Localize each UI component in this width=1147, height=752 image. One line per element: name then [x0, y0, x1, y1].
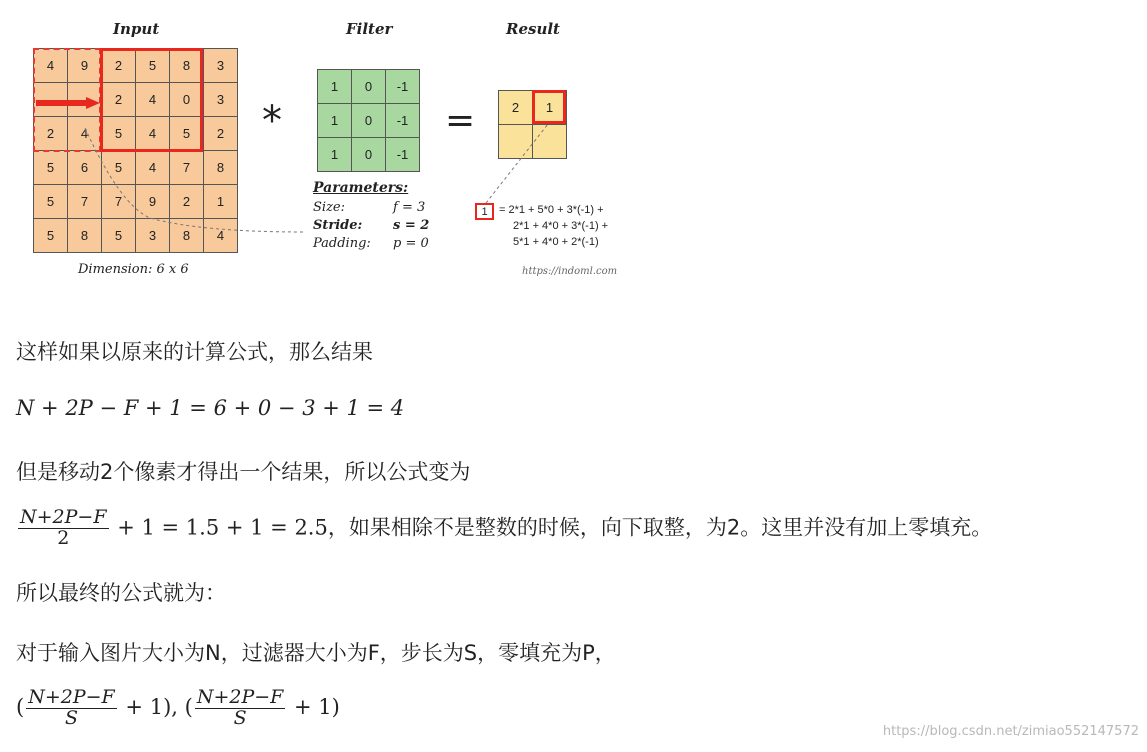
formula-plus-one-1: + 1 — [125, 694, 164, 719]
equation-1 — [16, 396, 404, 420]
input-matrix-cell: 7 — [102, 185, 136, 219]
filter-matrix-cell: -1 — [386, 138, 420, 172]
final-fraction-2 — [195, 688, 286, 729]
equation-2-rest: + 1 = 1.5 + 1 = 2.5 — [117, 515, 328, 540]
input-matrix-cell: 4 — [136, 117, 170, 151]
input-matrix-cell: 5 — [102, 219, 136, 253]
input-matrix-cell: 8 — [204, 151, 238, 185]
result-matrix-cell: 2 — [499, 91, 533, 125]
input-matrix-cell: 8 — [68, 219, 102, 253]
input-matrix-cell: 2 — [170, 185, 204, 219]
input-matrix-cell: 3 — [204, 49, 238, 83]
input-matrix-cell: 9 — [136, 185, 170, 219]
result-matrix-cell: 1 — [533, 91, 567, 125]
formula-plus-one-2: + 1 — [294, 694, 332, 719]
calc-line: 2*1 + 4*0 + 3*(-1) + — [513, 220, 609, 232]
calc-value-box: 1 — [475, 203, 494, 220]
fraction-denominator: 2 — [57, 526, 70, 549]
paragraph-1: 这样如果以原来的计算公式，那么结果 — [16, 340, 373, 364]
input-matrix-cell: 4 — [34, 49, 68, 83]
filter-matrix-cell: 0 — [352, 70, 386, 104]
input-matrix-cell: 7 — [170, 151, 204, 185]
input-matrix-cell: 5 — [34, 151, 68, 185]
parameter-value: f = 3 — [393, 199, 426, 215]
input-matrix-cell: 5 — [102, 151, 136, 185]
convolution-operator: * — [262, 98, 282, 144]
filter-matrix-cell: 1 — [318, 70, 352, 104]
parameters-title: Parameters: — [313, 180, 409, 196]
final-fraction-2-denominator: S — [233, 706, 247, 729]
filter-matrix-cell: 0 — [352, 138, 386, 172]
filter-matrix-cell: 1 — [318, 104, 352, 138]
fraction-numerator: N+2P−F — [20, 506, 107, 528]
input-matrix-cell: 4 — [204, 219, 238, 253]
input-matrix-cell: 8 — [170, 219, 204, 253]
input-matrix-cell: 2 — [34, 117, 68, 151]
input-matrix-cell: 5 — [170, 117, 204, 151]
parameter-key: Stride: — [313, 217, 363, 233]
equation-1-text: N + 2P − F + 1 = 6 + 0 − 3 + 1 = 4 — [16, 396, 405, 420]
formula-open-paren: ( — [16, 694, 25, 719]
result-title: Result — [506, 20, 560, 38]
paragraph-5: 对于输入图片大小为N，过滤器大小为F，步长为S，零填充为P， — [16, 641, 616, 665]
final-fraction-1-numerator: N+2P−F — [28, 686, 115, 708]
paragraph-4: 所以最终的公式就为： — [16, 581, 226, 605]
paragraph-2: 但是移动2个像素才得出一个结果，所以公式变为 — [16, 460, 471, 484]
input-matrix-cell: 5 — [136, 49, 170, 83]
parameter-value: s = 2 — [393, 217, 430, 233]
input-matrix-cell: 4 — [136, 151, 170, 185]
final-formula — [16, 688, 340, 729]
formula-separator: ), ( — [163, 694, 193, 719]
convolution-figure — [0, 0, 660, 300]
input-matrix-cell: 6 — [68, 151, 102, 185]
formula-close-paren: ) — [331, 694, 340, 719]
filter-matrix-cell: -1 — [386, 104, 420, 138]
calc-line: = 2*1 + 5*0 + 3*(-1) + — [499, 204, 604, 216]
fraction-over-2 — [18, 508, 109, 549]
input-matrix-cell: 3 — [136, 219, 170, 253]
input-matrix-cell: 0 — [170, 83, 204, 117]
figure-credit: https://indoml.com — [522, 266, 618, 277]
input-matrix-cell: 2 — [102, 49, 136, 83]
input-matrix-cell: 2 — [204, 117, 238, 151]
input-matrix-cell: 5 — [34, 185, 68, 219]
input-matrix-cell: 1 — [204, 185, 238, 219]
input-matrix-cell: 8 — [170, 49, 204, 83]
input-matrix-cell: 2 — [102, 83, 136, 117]
filter-matrix-cell: 1 — [318, 138, 352, 172]
connector-lines — [0, 0, 660, 300]
final-fraction-2-numerator: N+2P−F — [196, 686, 284, 708]
input-matrix-cell: 5 — [34, 219, 68, 253]
input-matrix-cell: 4 — [136, 83, 170, 117]
calc-line: 5*1 + 4*0 + 2*(-1) — [513, 236, 599, 248]
watermark: https://blog.csdn.net/zimiao552147572 — [882, 724, 1139, 739]
paragraph-3-tail: ，如果相除不是整数的时候，向下取整，为2。这里并没有加上零填充。 — [327, 515, 993, 540]
parameter-key: Padding: — [313, 235, 371, 251]
parameter-value: p = 0 — [393, 235, 429, 251]
input-matrix-cell: 7 — [68, 185, 102, 219]
filter-matrix-cell: 0 — [352, 104, 386, 138]
dimension-label: Dimension: 6 x 6 — [78, 262, 189, 277]
input-matrix-cell: 9 — [68, 49, 102, 83]
paragraph-3 — [16, 508, 992, 549]
input-matrix-cell: 5 — [102, 117, 136, 151]
equals-operator: = — [445, 100, 476, 141]
final-fraction-1-denominator: S — [64, 706, 78, 729]
input-title: Input — [113, 20, 160, 38]
final-fraction-1 — [26, 688, 117, 729]
filter-title: Filter — [346, 20, 393, 38]
parameter-key: Size: — [313, 199, 345, 215]
input-matrix-cell: 4 — [68, 117, 102, 151]
filter-matrix-cell: -1 — [386, 70, 420, 104]
input-matrix-cell: 3 — [204, 83, 238, 117]
